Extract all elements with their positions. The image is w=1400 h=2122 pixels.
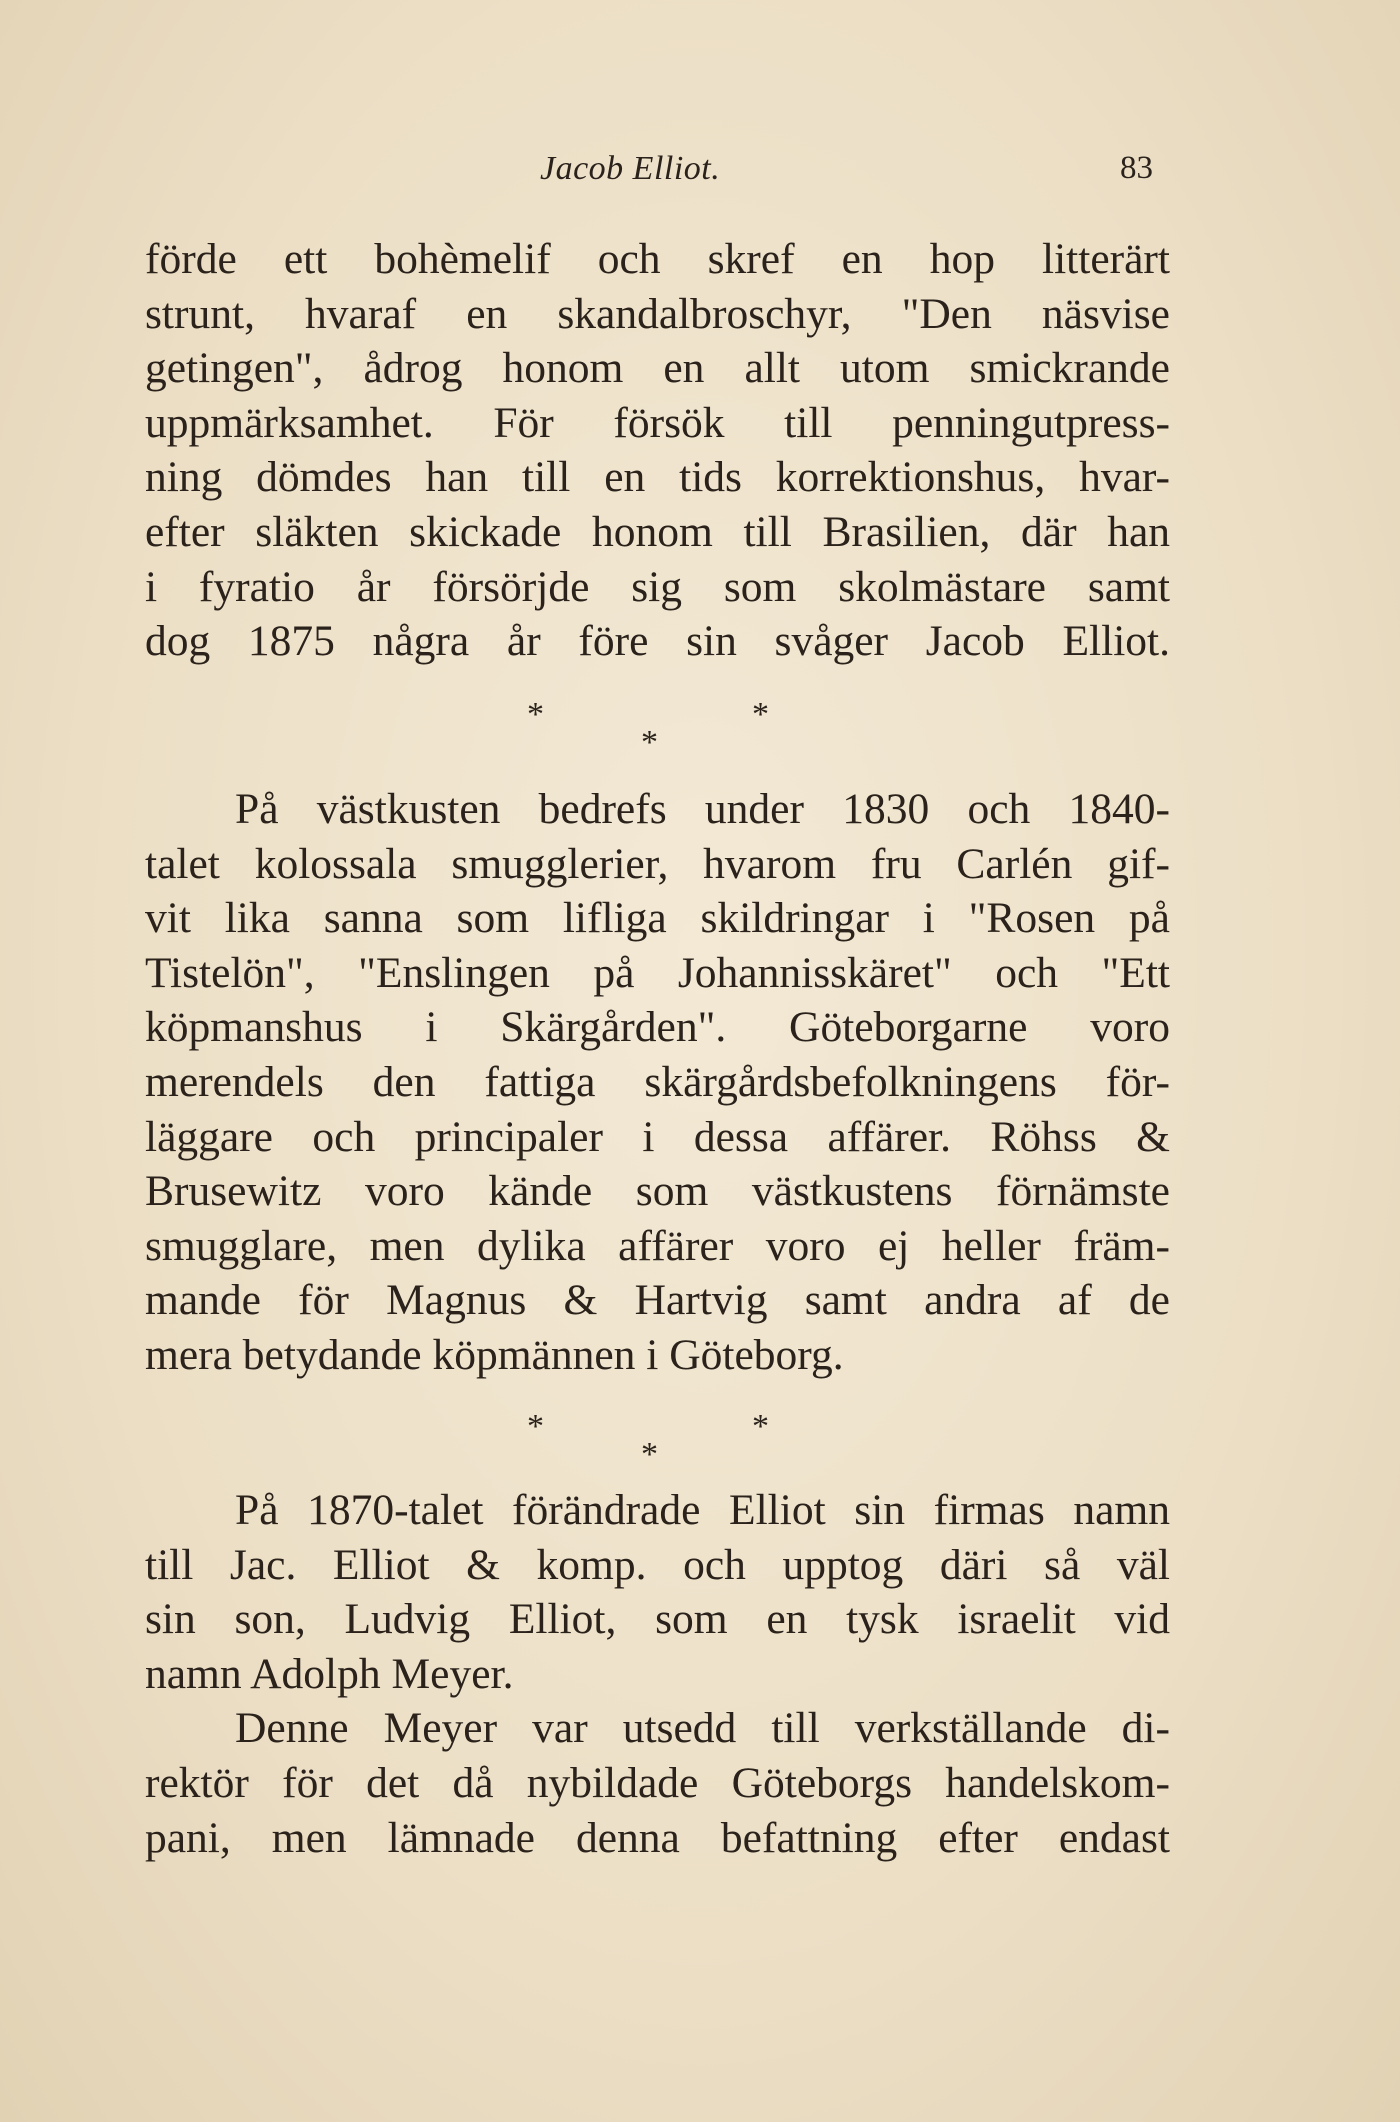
text-line: getingen", ådrog honom en allt utom smickrande (145, 344, 1170, 393)
running-head (0, 150, 1400, 200)
text-line: Tistelön", "Enslingen på Johannisskäret" och "Ett (145, 948, 1170, 997)
text-line: förde ett bohèmelif och skref en hop litterärt (145, 235, 1170, 283)
text-line: uppmärksamhet. För försök till penningutpress- (145, 398, 1170, 447)
text-line: läggare och principaler i dessa affärer. Röhss & (145, 1112, 1170, 1161)
text-line: efter släkten skickade honom till Brasilien, där han (145, 507, 1170, 556)
asterisk: * (752, 696, 769, 733)
text-line: till Jac. Elliot & komp. och upptog däri så väl (145, 1540, 1170, 1589)
asterisk: * (527, 1408, 544, 1445)
text-line: På 1870-talet förändrade Elliot sin firmas namn (235, 1486, 1170, 1534)
text-line: i fyratio år försörjde sig som skolmästare samt (145, 562, 1170, 611)
paragraph-1 (145, 232, 1170, 669)
running-title: Jacob Elliot. (540, 150, 721, 187)
text-line: mande för Magnus & Hartvig samt andra af de (145, 1276, 1170, 1325)
text-line: På västkusten bedrefs under 1830 och 1840- (235, 785, 1170, 833)
text-line: mera betydande köpmännen i Göteborg. (145, 1330, 844, 1379)
paragraph-2 (145, 782, 1170, 1383)
text-line: Brusewitz voro kände som västkustens förnämste (145, 1167, 1170, 1216)
asterisk: * (752, 1408, 769, 1445)
asterisk: * (641, 1436, 658, 1473)
text-line: köpmanshus i Skärgården". Göteborgarne voro (145, 1003, 1170, 1052)
paragraph-3-and-4 (145, 1483, 1170, 1865)
text-line: rektör för det då nybildade Göteborgs handelskom- (145, 1758, 1170, 1807)
asterisk: * (641, 724, 658, 761)
text-line: dog 1875 några år före sin svåger Jacob Elliot. (145, 617, 1170, 666)
text-line: merendels den fattiga skärgårdsbefolkningens för- (145, 1057, 1170, 1106)
text-line: strunt, hvaraf en skandalbroschyr, "Den näsvise (145, 289, 1170, 338)
text-line: namn Adolph Meyer. (145, 1649, 514, 1698)
page-number: 83 (1120, 150, 1153, 186)
text-line: Denne Meyer var utsedd till verkställande di- (235, 1704, 1170, 1753)
text-line: sin son, Ludvig Elliot, som en tysk israelit vid (145, 1595, 1170, 1644)
text-line: vit lika sanna som lifliga skildringar i "Rosen på (145, 894, 1170, 943)
text-line: talet kolossala smugglerier, hvarom fru Carlén gif- (145, 839, 1170, 888)
text-line: ning dömdes han till en tids korrektionshus, hvar- (145, 453, 1170, 502)
asterisk: * (527, 696, 544, 733)
text-line: smugglare, men dylika affärer voro ej heller främ- (145, 1221, 1170, 1270)
text-line: pani, men lämnade denna befattning efter endast (145, 1813, 1170, 1862)
